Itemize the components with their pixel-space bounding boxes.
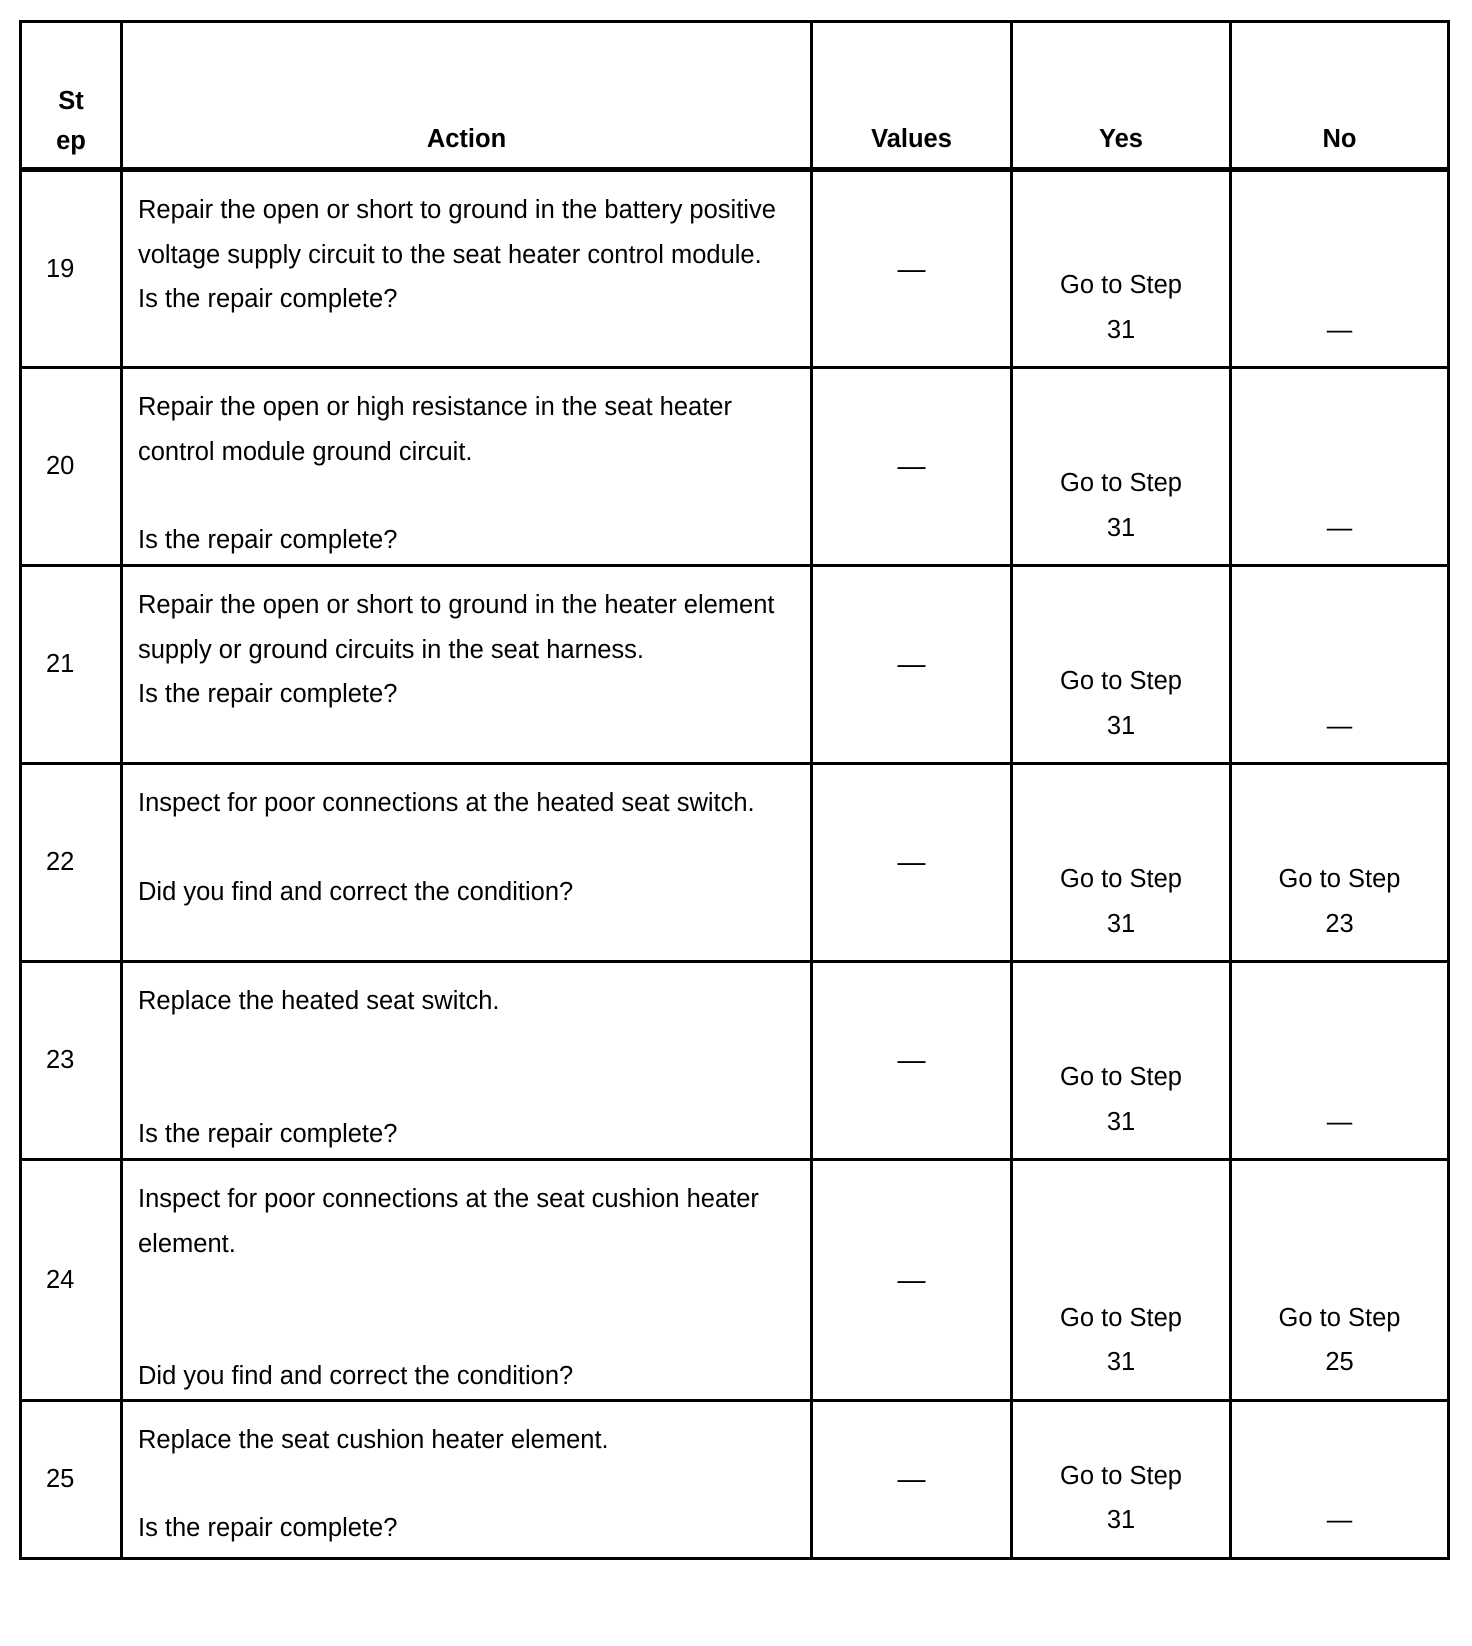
no-outcome: Go to Step 23	[1278, 865, 1401, 938]
yes-cell	[1012, 1400, 1231, 1558]
yes-cell	[1012, 764, 1231, 962]
header-no	[1231, 22, 1449, 170]
no-outcome: —	[1326, 711, 1353, 740]
yes-cell	[1012, 962, 1231, 1160]
yes-cell	[1012, 1160, 1231, 1401]
yes-outcome: Go to Step 31	[1060, 865, 1182, 938]
table-row	[21, 566, 1449, 764]
no-cell	[1231, 566, 1449, 764]
action-instruction: Repair the open or short to ground in the heater element supply or ground circuits in the seat harness.	[138, 591, 775, 664]
value-dash: —	[897, 648, 926, 680]
values-cell	[812, 368, 1012, 566]
value-dash: —	[897, 1263, 926, 1295]
no-outcome: —	[1326, 513, 1353, 542]
no-cell	[1231, 1160, 1449, 1401]
yes-outcome: Go to Step 31	[1060, 469, 1182, 542]
action-cell	[122, 566, 812, 764]
header-values	[812, 22, 1012, 170]
action-cell	[122, 170, 812, 368]
step-number: 22	[46, 848, 75, 877]
values-cell	[812, 764, 1012, 962]
action-question: Did you find and correct the condition?	[138, 877, 574, 906]
table-row	[21, 170, 1449, 368]
no-cell	[1231, 764, 1449, 962]
step-number: 21	[46, 650, 75, 679]
header-no-label: No	[1322, 124, 1357, 153]
no-outcome: —	[1326, 315, 1353, 344]
step-number: 24	[46, 1265, 75, 1294]
step-cell	[21, 170, 122, 368]
step-cell	[21, 1160, 122, 1401]
no-outcome: Go to Step 25	[1278, 1303, 1401, 1376]
table-row	[21, 1400, 1449, 1558]
value-dash: —	[897, 1462, 926, 1494]
action-cell	[122, 962, 812, 1160]
yes-outcome: Go to Step 31	[1060, 667, 1182, 740]
header-yes	[1012, 22, 1231, 170]
values-cell	[812, 1160, 1012, 1401]
action-cell	[122, 1400, 812, 1558]
no-cell	[1231, 962, 1449, 1160]
action-instruction: Inspect for poor connections at the heated seat switch.	[138, 789, 755, 817]
no-cell	[1231, 1400, 1449, 1558]
action-instruction: Repair the open or short to ground in the battery positive voltage supply circuit to the seat heater control module.	[138, 196, 776, 269]
step-number: 25	[46, 1464, 75, 1493]
action-question: Did you find and correct the condition?	[138, 1362, 574, 1390]
action-question: Is the repair complete?	[138, 285, 398, 313]
header-step-label: St ep	[56, 87, 86, 155]
yes-outcome: Go to Step 31	[1060, 1063, 1182, 1136]
action-cell	[122, 368, 812, 566]
step-cell	[21, 368, 122, 566]
yes-cell	[1012, 368, 1231, 566]
no-cell	[1231, 368, 1449, 566]
table-body	[21, 170, 1449, 1559]
values-cell	[812, 962, 1012, 1160]
header-step	[21, 22, 122, 170]
value-dash: —	[897, 252, 926, 284]
yes-cell	[1012, 566, 1231, 764]
values-cell	[812, 1400, 1012, 1558]
header-yes-label: Yes	[1099, 124, 1143, 153]
step-cell	[21, 764, 122, 962]
table-row	[21, 764, 1449, 962]
step-number: 23	[46, 1046, 75, 1075]
header-values-label: Values	[871, 124, 952, 153]
diagnostic-table	[19, 20, 1450, 1560]
header-action-label: Action	[426, 124, 507, 153]
header-row	[21, 22, 1449, 170]
step-cell	[21, 1400, 122, 1558]
yes-outcome: Go to Step 31	[1060, 1461, 1182, 1534]
yes-outcome: Go to Step 31	[1060, 271, 1182, 344]
action-instruction: Replace the seat cushion heater element.	[138, 1425, 609, 1454]
step-number: 19	[46, 254, 75, 283]
step-cell	[21, 962, 122, 1160]
action-instruction: Replace the heated seat switch.	[138, 987, 500, 1015]
action-question: Is the repair complete?	[138, 1119, 398, 1148]
table-row	[21, 368, 1449, 566]
value-dash: —	[897, 450, 926, 482]
values-cell	[812, 566, 1012, 764]
header-action	[122, 22, 812, 170]
action-question: Is the repair complete?	[138, 1514, 398, 1542]
no-outcome: —	[1326, 1107, 1353, 1136]
table-row	[21, 1160, 1449, 1401]
table-row	[21, 962, 1449, 1160]
action-instruction: Repair the open or high resistance in the seat heater control module ground circuit.	[138, 393, 732, 466]
value-dash: —	[897, 846, 926, 878]
step-cell	[21, 566, 122, 764]
values-cell	[812, 170, 1012, 368]
no-cell	[1231, 170, 1449, 368]
action-instruction: Inspect for poor connections at the seat cushion heater element.	[138, 1185, 759, 1258]
yes-cell	[1012, 170, 1231, 368]
action-question: Is the repair complete?	[138, 526, 398, 554]
action-cell	[122, 764, 812, 962]
action-question: Is the repair complete?	[138, 680, 398, 708]
yes-outcome: Go to Step 31	[1060, 1303, 1182, 1376]
action-cell	[122, 1160, 812, 1401]
no-outcome: —	[1326, 1506, 1353, 1534]
step-number: 20	[46, 452, 75, 481]
value-dash: —	[897, 1044, 926, 1076]
